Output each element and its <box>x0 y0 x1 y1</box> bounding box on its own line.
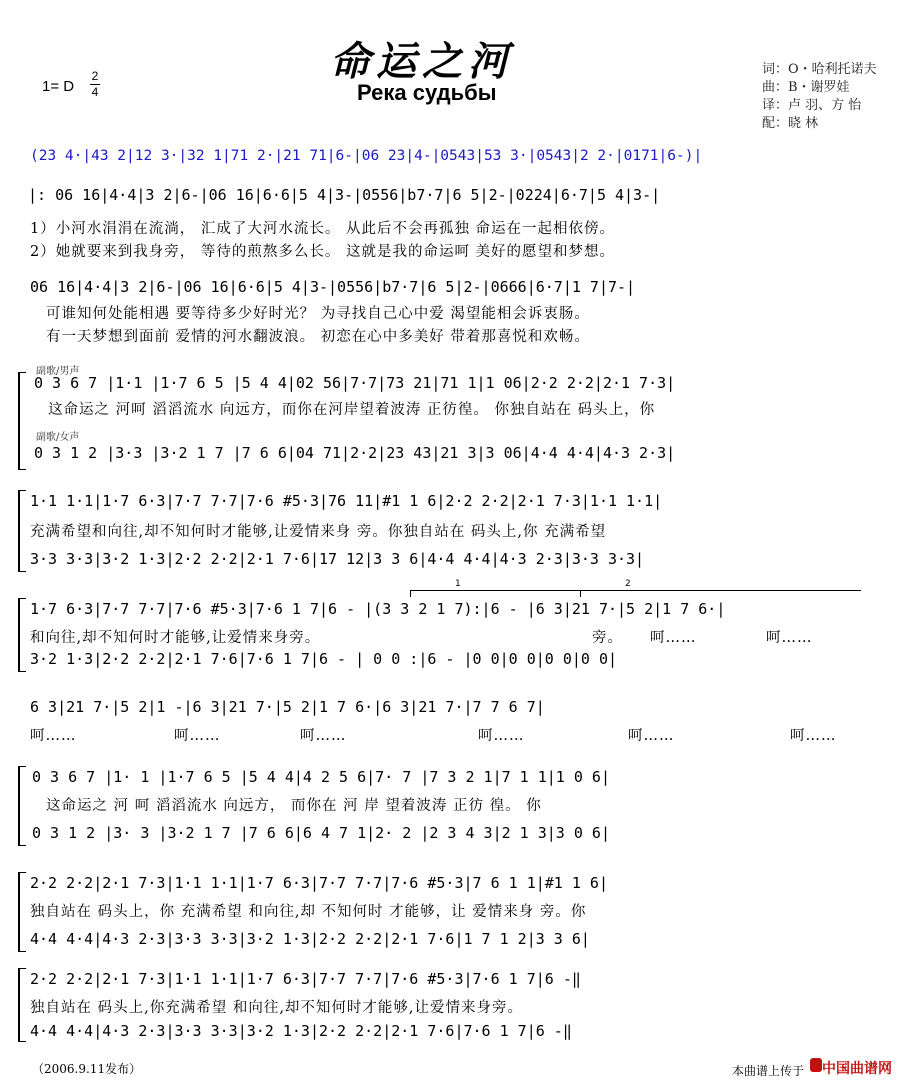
publish-date: （2006.9.11发布） <box>32 1062 142 1076</box>
chorus-row-4-lyric-6: 呵…… <box>790 728 837 744</box>
verse-notes-line-2: 06 16|4·4|3 2|6-|06 16|6·6|5 4|3-|0556|b7·7|6 5|2-|0666|6·7|1 7|7-| <box>30 278 636 296</box>
time-signature <box>90 70 100 99</box>
chorus-row-7-notes: 2·2 2·2|2·1 7·3|1·1 1·1|1·7 6·3|7·7 7·7|7·6 #5·3|7·6 1 7|6 -‖ <box>30 970 581 988</box>
chorus-row-4-lyric-3: 呵…… <box>300 728 347 744</box>
time-signature-bottom: 4 <box>91 85 99 99</box>
system-brace-3 <box>18 598 26 672</box>
chorus-row-2-low-notes: 3·3 3·3|3·2 1·3|2·2 2·2|2·1 7·6|17 12|3 3 6|4·4 4·4|4·3 2·3|3·3 3·3| <box>30 550 645 568</box>
verse-notes-line-1: |: 06 16|4·4|3 2|6-|06 16|6·6|5 4|3-|0556|b7·7|6 5|2-|0224|6·7|5 4|3-| <box>28 186 661 204</box>
chorus-row-1-low-notes: 0 3 1 2 |3·3 |3·2 1 7 |7 6 6|04 71|2·2|23 43|21 3|3 06|4·4 4·4|4·3 2·3| <box>34 444 676 462</box>
chorus-row-6-low-notes: 4·4 4·4|4·3 2·3|3·3 3·3|3·2 1·3|2·2 2·2|2·1 7·6|1 7 1 2|3 3 6| <box>30 930 590 948</box>
upload-note: 本曲谱上传于 <box>732 1064 805 1078</box>
chorus-row-3-lyric: 和向往,却不知何时才能够,让爱情来身旁。 <box>30 630 321 646</box>
chorus-row-7-low-notes: 4·4 4·4|4·3 2·3|3·3 3·3|3·2 1·3|2·2 2·2|2·1 7·6|7·6 1 7|6 -‖ <box>30 1022 572 1040</box>
chorus-row-3-lyric-oh-2: 呵…… <box>766 630 813 646</box>
chorus-row-2-notes: 1·1 1·1|1·7 6·3|7·7 7·7|7·6 #5·3|76 11|#1 1 6|2·2 2·2|2·1 7·3|1·1 1·1| <box>30 492 663 510</box>
system-brace-6 <box>18 968 26 1042</box>
label-male-voice: 副歌/男声 <box>36 366 80 377</box>
system-brace-5 <box>18 872 26 952</box>
verse-lyric-2b: 有一天梦想到面前 爱情的河水翻波浪。 初恋在心中多美好 带着那喜悦和欢畅。 <box>46 329 590 345</box>
verse-lyric-2a: 可谁知何处能相遇 要等待多少好时光？ 为寻找自己心中爱 渴望能相会诉衷肠。 <box>46 306 590 322</box>
volta-1-label: 1 <box>455 579 461 589</box>
credit-lyricist: 词：О・哈利托诺夫 <box>762 62 877 77</box>
chorus-row-4-lyric-4: 呵…… <box>478 728 525 744</box>
chorus-row-5-low-notes: 0 3 1 2 |3· 3 |3·2 1 7 |7 6 6|6 4 7 1|2· 2 |2 3 4 3|2 1 3|3 0 6| <box>32 824 610 842</box>
chorus-row-6-notes: 2·2 2·2|2·1 7·3|1·1 1·1|1·7 6·3|7·7 7·7|7·6 #5·3|7 6 1 1|#1 1 6| <box>30 874 608 892</box>
chorus-row-6-lyric: 独自站在 码头上，你 充满希望 和向往,却 不知何时 才能够，让 爱情来身 旁。你 <box>30 904 587 920</box>
chorus-row-3-lyric-oh-1: 呵…… <box>650 630 697 646</box>
chorus-row-3-lyric-ending: 旁。 <box>592 630 623 646</box>
chorus-row-3-low-notes: 3·2 1·3|2·2 2·2|2·1 7·6|7·6 1 7|6 - | 0 0 :|6 - |0 0|0 0|0 0|0 0| <box>30 650 617 668</box>
verse-lyric-1a: 1）小河水涓涓在流淌， 汇成了大河水流长。 从此后不会再孤独 命运在一起相依傍。 <box>30 221 616 237</box>
volta-bracket-2 <box>580 579 861 597</box>
chorus-row-4-lyric-1: 呵…… <box>30 728 77 744</box>
verse-lyric-1b: 2）她就要来到我身旁， 等待的煎熬多么长。 这就是我的命运呵 美好的愿望和梦想。 <box>30 244 616 260</box>
credits <box>762 61 877 133</box>
chorus-row-1-lyric: 这命运之 河呵 滔滔流水 向远方，而你在河岸望着波涛 正彷徨。 你独自站在 码头上，你 <box>48 402 656 418</box>
credit-arranger: 配：晓 林 <box>762 116 819 131</box>
volta-2-label: 2 <box>625 579 631 589</box>
chorus-row-5-lyric: 这命运之 河 呵 滔滔流水 向远方， 而你在 河 岸 望着波涛 正彷 徨。 你 <box>46 798 542 814</box>
credit-translator: 译：卢 羽、方 怡 <box>762 98 862 113</box>
chorus-row-7-lyric: 独自站在 码头上,你充满希望 和向往,却不知何时才能够,让爱情来身旁。 <box>30 1000 524 1016</box>
site-logo-icon <box>810 1058 822 1072</box>
credit-composer: 曲：В・谢罗娃 <box>762 80 850 95</box>
label-female-voice: 副歌/女声 <box>36 432 80 443</box>
chorus-row-2-lyric: 充满希望和向往,却不知何时才能够,让爱情来身 旁。你独自站在 码头上,你 充满希望 <box>30 524 607 540</box>
site-logo-link[interactable]: 中国曲谱网 <box>822 1061 892 1077</box>
chorus-row-1-notes: 0 3 6 7 |1·1 |1·7 6 5 |5 4 4|02 56|7·7|73 21|71 1|1 06|2·2 2·2|2·1 7·3| <box>34 374 676 392</box>
system-brace-4 <box>18 766 26 846</box>
key-signature: 1= D <box>42 78 75 95</box>
time-signature-top: 2 <box>91 69 99 83</box>
chorus-row-4-lyric-5: 呵…… <box>628 728 675 744</box>
intro-notation: (23 4·|43 2|12 3·|32 1|71 2·|21 71|6-|06 23|4-|0543|53 3·|0543|2 2·|0171|6-)| <box>30 148 703 164</box>
chorus-row-5-notes: 0 3 6 7 |1· 1 |1·7 6 5 |5 4 4|4 2 5 6|7· 7 |7 3 2 1|7 1 1|1 0 6| <box>32 768 610 786</box>
volta-bracket-1 <box>410 579 581 597</box>
system-brace-2 <box>18 490 26 572</box>
song-title-chinese: 命运之河 <box>330 38 514 85</box>
chorus-row-3-notes: 1·7 6·3|7·7 7·7|7·6 #5·3|7·6 1 7|6 - |(3 3 2 1 7):|6 - |6 3|21 7·|5 2|1 7 6·| <box>30 600 726 618</box>
song-title-russian: Река судьбы <box>357 80 497 105</box>
chorus-row-4-lyric-2: 呵…… <box>174 728 221 744</box>
chorus-row-4-notes: 6 3|21 7·|5 2|1 -|6 3|21 7·|5 2|1 7 6·|6 3|21 7·|7 7 6 7| <box>30 698 545 716</box>
system-brace-1 <box>18 372 26 470</box>
